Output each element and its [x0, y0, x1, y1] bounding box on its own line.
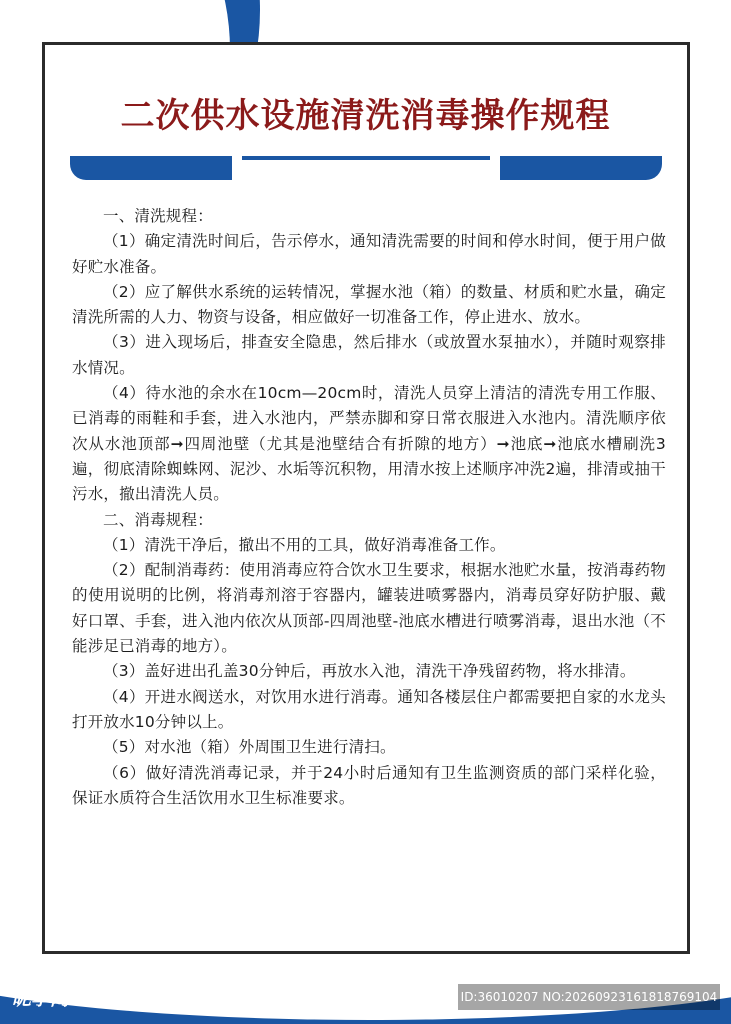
title-bar-left	[70, 156, 232, 180]
title-bar-middle	[242, 156, 490, 160]
watermark-logo: 昵享网	[12, 988, 70, 1010]
paragraph: （4）开进水阀送水，对饮用水进行消毒。通知各楼层住户都需要把自家的水龙头打开放水10分钟以上。	[72, 687, 666, 731]
paragraph: （3）进入现场后，排查安全隐患，然后排水（或放置水泵抽水），并随时观察排水情况。	[72, 333, 666, 377]
paragraph: （1）确定清洗时间后，告示停水，通知清洗需要的时间和停水时间，便于用户做好贮水准备。	[72, 232, 666, 276]
paragraph: （6）做好清洗消毒记录，并于24小时后通知有卫生监测资质的部门采样化验，保证水质符合生活饮用水卫生标准要求。	[72, 763, 666, 807]
paragraph: （2）应了解供水系统的运转情况，掌握水池（箱）的数量、材质和贮水量，确定清洗所需的人力、物资与设备，相应做好一切准备工作，停止进水、放水。	[72, 282, 666, 327]
section-heading-disinfection: 二、消毒规程：	[103, 510, 213, 529]
title-underline-bar	[70, 156, 662, 184]
document-body	[72, 204, 666, 811]
watermark-url: www.nipic.cn	[104, 988, 217, 1006]
paragraph: （3）盖好进出孔盖30分钟后，再放水入池，清洗干净残留药物，将水排清。	[103, 662, 636, 681]
title-bar-right	[500, 156, 662, 180]
page-title: 二次供水设施清洗消毒操作规程	[120, 96, 611, 136]
section-heading-cleaning: 一、清洗规程：	[103, 207, 213, 225]
paragraph: （1）清洗干净后，撤出不用的工具，做好消毒准备工作。	[103, 535, 506, 554]
paragraph: （4）待水池的余水在10cm—20cm时，清洗人员穿上清洁的清洗专用工作服、已消毒的雨鞋和手套，进入水池内，严禁赤脚和穿日常衣服进入水池内。清洗顺序依次从水池顶部➞四周池壁（尤其是池壁结合有折隙的地方）➞池底➞池底水槽刷洗3遍，彻底清除蜘蛛网、泥沙、水垢等沉积物，用清水按上述顺序冲洗2遍，排清或抽干污水，撤出清洗人员。	[72, 384, 666, 504]
watermark-id: ID:36010207 NO:20260923161818769104	[458, 984, 720, 1010]
paragraph: （2）配制消毒药：使用消毒应符合饮水卫生要求，根据水池贮水量，按消毒药物的使用说明的比例，将消毒剂溶于容器内，罐装进喷雾器内，消毒员穿好防护服、戴好口罩、手套，进入池内依次从顶部-四周池壁-池底水槽进行喷雾消毒，退出水池（不能涉足已消毒的地方）。	[72, 561, 666, 656]
paragraph: （5）对水池（箱）外周围卫生进行清扫。	[103, 738, 396, 757]
